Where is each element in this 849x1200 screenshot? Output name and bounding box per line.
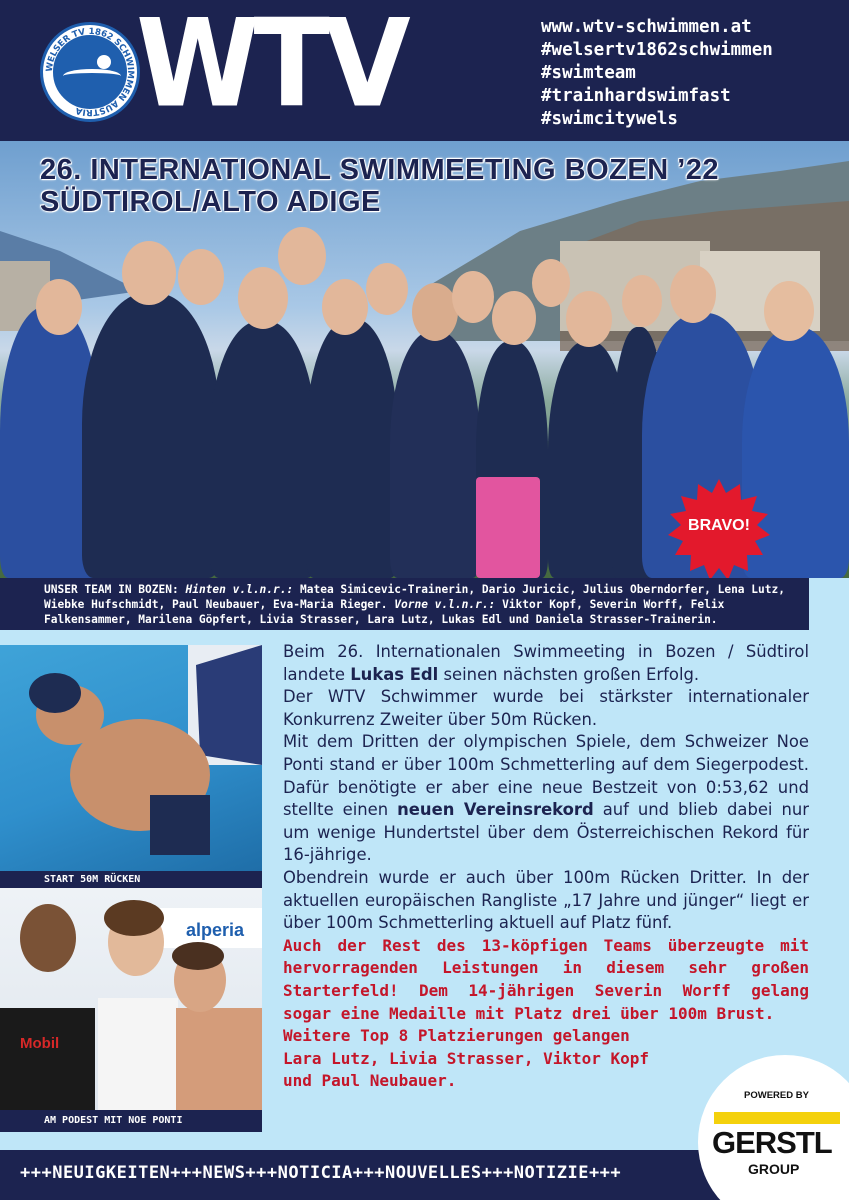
- svg-text:alperia: alperia: [186, 920, 245, 940]
- header: [0, 0, 849, 141]
- image-caption: AM PODEST MIT NOE PONTI: [0, 1110, 262, 1132]
- hashtag[interactable]: #swimteam: [541, 63, 636, 83]
- backstroke-start-photo: [0, 645, 262, 871]
- page-title: 26. INTERNATIONAL SWIMMEETING BOZEN ’22 SÜDTIROL/ALTO ADIGE: [40, 154, 720, 218]
- team-highlight: Auch der Rest des 13-köpfigen Teams überzeugte mit hervorragenden Leistungen in diesem sehr großen Starterfeld! Dem 14-jährigen Severin Worff gelang sogar eine Medaille mit Platz drei über 100m Brust.: [283, 935, 809, 1023]
- paragraph: Der WTV Schwimmer wurde bei stärkster internationaler Konkurrenz Zweiter über 50m Rücken.: [283, 687, 809, 729]
- hashtag[interactable]: #welsertv1862schwimmen: [541, 40, 773, 60]
- hashtag[interactable]: #swimcitywels: [541, 109, 678, 129]
- sponsor-stripe: [714, 1112, 840, 1124]
- podium-photo: [0, 888, 262, 1110]
- news-ticker: +++NEUIGKEITEN+++NEWS+++NOTICIA+++NOUVELLES+++NOTIZIE+++: [0, 1150, 849, 1200]
- wtv-wordmark: WTV: [136, 0, 405, 135]
- hashtag[interactable]: #trainhardswimfast: [541, 86, 731, 106]
- highlight: neuen Vereinsrekord: [397, 800, 594, 820]
- paragraph: Obendrein wurde er auch über 100m Rücken Dritter. In der aktuellen europäischen Rangliste „17 Jahre und jünger“ liegt er über 100m Schmetterling aktuell auf Platz fünf.: [283, 867, 809, 933]
- other-results: Weitere Top 8 Platzierungen gelangen Lara Lutz, Livia Strasser, Viktor Kopf und Paul Neubauer.: [283, 1026, 650, 1091]
- svg-text:Mobil: Mobil: [20, 1035, 60, 1052]
- header-links: [541, 16, 773, 131]
- sponsor-badge[interactable]: POWERED BY GERSTL GROUP: [698, 1055, 849, 1200]
- svg-text:WELSER TV 1862 SCHWIMMEN AUSTR: WELSER TV 1862 SCHWIMMEN AUSTRIA: [44, 26, 136, 118]
- website-link[interactable]: www.wtv-schwimmen.at: [541, 17, 752, 37]
- team-photo: [0, 141, 849, 578]
- podium-image: [0, 888, 262, 1110]
- bravo-badge: BRAVO!: [668, 479, 770, 578]
- athlete-name: Lukas Edl: [350, 664, 439, 684]
- photo-caption: UNSER TEAM IN BOZEN: Hinten v.l.n.r.: Matea Simicevic-Trainerin, Dario Juricic, Julius Oberndorfer, Lena Lutz, Wiebke Hufschmidt, Paul Neubauer, Eva-Maria Rieger. Vorne v.l.n.r.: Viktor Kopf, Severin Worff, Felix Falkensammer, Marilena Göpfert, Livia Strasser, Lara Lutz, Lukas Edl und Daniela Strasser-Trainerin.: [0, 578, 809, 630]
- article-body: [283, 641, 809, 1093]
- logo-ring: [43, 25, 137, 119]
- swimmer-image: [0, 645, 262, 871]
- sponsor-logo: GERSTL: [712, 1125, 832, 1160]
- paragraph: Beim 26. Internationalen Swimmeeting in Bozen / Südtirol landete Lukas Edl seinen nächsten großen Erfolg.: [283, 642, 809, 684]
- club-logo: [40, 22, 140, 122]
- paragraph: Mit dem Dritten der olympischen Spiele, dem Schweizer Noe Ponti stand er über 100m Schmetterling auf dem Siegerpodest. Dafür benötigte er aber eine neue Bestzeit von 0:53,62 und stellte einen neuen Vereinsrekord auf und blieb dabei nur um wenige Hundertstel über dem Österreichischen Rekord für 16-jährige.: [283, 732, 809, 865]
- image-caption: START 50M RÜCKEN: [0, 871, 262, 888]
